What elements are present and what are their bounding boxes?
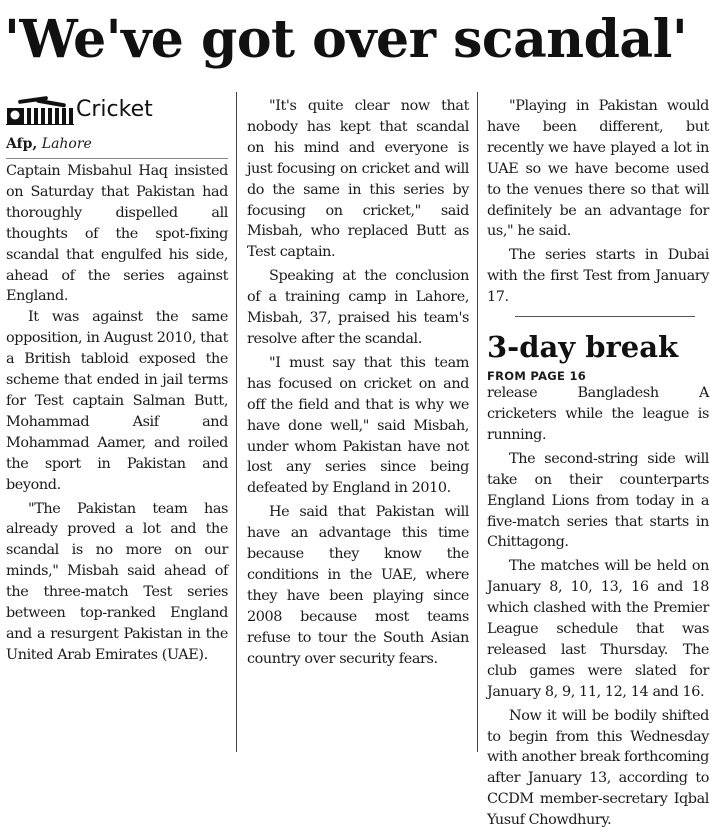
- body-paragraph: Captain Misbahul Haq insisted on Saturday that Pakistan had thoroughly dispelled all thoughts of the spot-fixing scandal that engulfed his side, ahead of the series against England.: [6, 163, 228, 305]
- body-paragraph: "It's quite clear now that nobody has kept that scandal on his mind and everyone is just focusing on cricket and will do the same in this series by focusing on cricket," said Misbah, who replaced Butt as Test captain.: [247, 98, 469, 261]
- body-paragraph: "The Pakistan team has already proved a lot and the scandal is no more on our minds," Misbah said ahead of the three-match Test series between top-ranked England and a resurgent Pakistan in the United Arab Emirates (UAE).: [6, 500, 228, 663]
- body-paragraph: "Playing in Pakistan would have been different, but recently we have played a lot in UAE so we have become used to the venues there so that will definitely be an advantage for us," he said.: [487, 98, 709, 240]
- article-column-3: [487, 96, 709, 831]
- column-divider: [477, 92, 478, 752]
- body-paragraph: The series starts in Dubai with the first Test from January 17.: [487, 247, 709, 306]
- second-story-subhead: 3-day break: [487, 330, 679, 365]
- section-name: Cricket: [76, 97, 153, 122]
- headline: 'We've got over scandal': [4, 9, 688, 70]
- byline-city: Lahore: [41, 136, 92, 152]
- body-paragraph: Speaking at the conclusion of a training camp in Lahore, Misbah, 37, praised his team's resolve after the scandal.: [247, 268, 469, 347]
- jump-line: FROM PAGE 16: [487, 369, 587, 384]
- section-header: [6, 92, 228, 128]
- body-paragraph: It was against the same opposition, in August 2010, that a British tabloid exposed the scheme that ended in jail terms for Test captain Salman Butt, Mohammad Asif and Mohammad Aamer, and roiled the sport in Pakistan and beyond.: [6, 309, 228, 493]
- body-paragraph: The second-string side will take on their counterparts England Lions from today in a five-match series that starts in Chittagong.: [487, 450, 709, 551]
- body-paragraph: Now it will be bodily shifted to begin from this Wednesday with another break forthcoming after January 13, according to CCDM member-secretary Iqbal Yusuf Chowdhury.: [487, 707, 709, 829]
- byline: [6, 134, 228, 159]
- body-paragraph: "I must say that this team has focused on cricket on and off the field and that is why we have done well," said Misbah, under whom Pakistan have not lost any series since being defeated by England in 2010.: [247, 354, 469, 497]
- body-paragraph: release Bangladesh A cricketers while the league is running.: [487, 385, 709, 443]
- article-column-2: [247, 96, 469, 669]
- story-separator: [515, 316, 695, 317]
- column-divider: [236, 92, 237, 752]
- byline-agency: Afp,: [6, 136, 38, 152]
- body-paragraph: He said that Pakistan will have an advantage this time because they know the conditions in the UAE, where they have been playing since 2008 because most teams refuse to tour the South Asian country over security fears.: [247, 504, 469, 667]
- body-paragraph: The matches will be held on January 8, 10, 13, 16 and 18 which clashed with the Premier League schedule that was released last Thursday. The club games were slated for January 8, 9, 11, 12, 14 and 16.: [487, 558, 709, 700]
- cricket-stumps-icon: [6, 95, 74, 125]
- article-column-1: [6, 92, 228, 666]
